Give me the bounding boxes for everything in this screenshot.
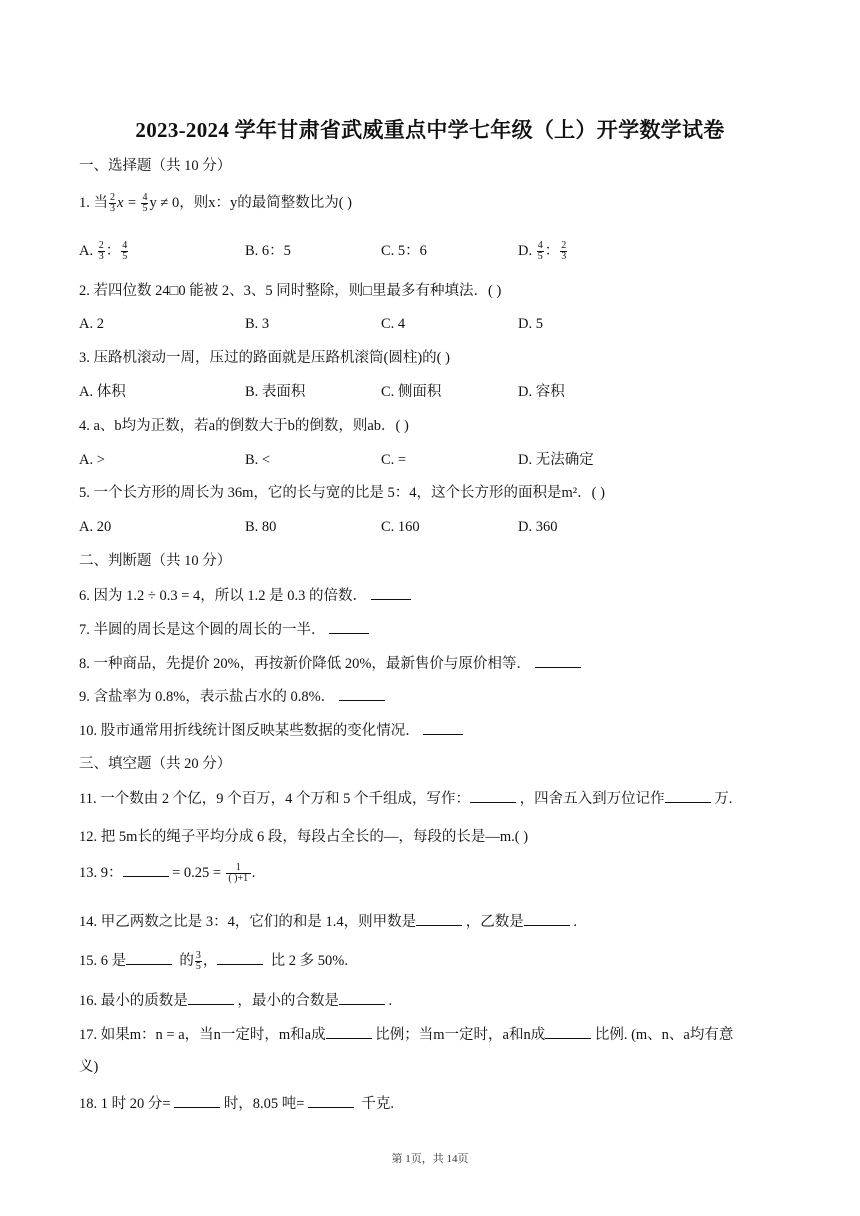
question-16: 16. 最小的质数是 ，最小的合数是 . — [79, 990, 392, 1011]
q5-option-a: A. 20 — [79, 519, 112, 535]
question-9: 9. 含盐率为 0.8%，表示盐占水的 0.8%． — [79, 686, 385, 707]
answer-blank[interactable] — [308, 1093, 354, 1108]
exam-title: 2023-2024 学年甘肃省武威重点中学七年级（上）开学数学试卷 — [135, 118, 725, 142]
q3-option-d: D. 容积 — [518, 384, 565, 400]
question-13: 13. 9： = 0.25 = $\frac{1}{( )+1}$ . — [79, 862, 256, 885]
q2-option-a: A. 2 — [79, 316, 104, 332]
q3-option-b: B. 表面积 — [245, 384, 306, 400]
question-14: 14. 甲乙两数之比是 3：4，它们的和是 1.4，则甲数是 ，乙数是 . — [79, 911, 577, 932]
answer-blank[interactable] — [371, 585, 411, 600]
question-11: 11. 一个数由 2 个亿，9 个百万，4 个万和 5 个千组成，写作： ，四舍五入到万位记作 万. — [79, 788, 732, 809]
fraction: $\frac{3}{5}$ — [195, 950, 201, 973]
q1-option-d: D. $\frac{4}{5}$ ： $\frac{2}{3}$ — [518, 240, 567, 263]
q1-option-a: A. $\frac{2}{3}$ ： $\frac{4}{5}$ — [79, 240, 128, 263]
page-footer: 第 1页，共 14页 — [391, 1153, 469, 1165]
question-3: 3. 压路机滚动一周，压过的路面就是压路机滚筒(圆柱)的( ) — [79, 350, 450, 366]
q4-option-c: C. = — [381, 452, 407, 468]
q5-option-d: D. 360 — [518, 519, 558, 535]
q2-option-b: B. 3 — [245, 316, 270, 332]
answer-blank[interactable] — [423, 720, 463, 735]
section-heading-choice: 一、选择题（共 10 分） — [79, 158, 232, 174]
answer-blank[interactable] — [339, 686, 385, 701]
answer-blank[interactable] — [470, 788, 516, 803]
question-4: 4. a、b均为正数，若a的倒数大于b的倒数，则ab．( ) — [79, 418, 409, 434]
question-1: 1. 当 $\frac{2}{3}$ x = $\frac{4}{5}$ y ≠ 0，则x：y的最简整数比为( ) — [79, 192, 352, 215]
question-17-continued: 义) — [79, 1059, 99, 1075]
question-8: 8. 一种商品，先提价 20%，再按新价降低 20%，最新售价与原价相等． — [79, 653, 581, 674]
answer-blank[interactable] — [416, 911, 462, 926]
q2-option-d: D. 5 — [518, 316, 543, 332]
question-12: 12. 把 5m长的绳子平均分成 6 段，每段占全长的—，每段的长是—m.( ) — [79, 829, 529, 845]
answer-blank[interactable] — [665, 788, 711, 803]
fraction: $\frac{1}{( )+1}$ — [226, 863, 251, 884]
q4-option-a: A. > — [79, 452, 105, 468]
question-10: 10. 股市通常用折线统计图反映某些数据的变化情况． — [79, 720, 463, 741]
question-6: 6. 因为 1.2 ÷ 0.3 = 4，所以 1.2 是 0.3 的倍数． — [79, 585, 411, 606]
answer-blank[interactable] — [217, 950, 263, 965]
q5-option-c: C. 160 — [381, 519, 420, 535]
q1-option-b: B. 6：5 — [245, 243, 291, 259]
answer-blank[interactable] — [174, 1093, 220, 1108]
q4-option-b: B. < — [245, 452, 271, 468]
q4-option-d: D. 无法确定 — [518, 452, 594, 468]
q5-option-b: B. 80 — [245, 519, 277, 535]
answer-blank[interactable] — [123, 862, 169, 877]
question-5: 5. 一个长方形的周长为 36m，它的长与宽的比是 5：4，这个长方形的面积是m²．( ) — [79, 485, 605, 501]
question-17: 17. 如果m：n = a，当n一定时，m和a成 比例；当m一定时，a和n成 比例. (m、n、a均有意 — [79, 1024, 733, 1045]
section-heading-judge: 二、判断题（共 10 分） — [79, 553, 232, 569]
answer-blank[interactable] — [126, 950, 172, 965]
answer-blank[interactable] — [326, 1024, 372, 1039]
question-15: 15. 6 是 的 $\frac{3}{5}$ ， 比 2 多 50%. — [79, 950, 348, 973]
q3-option-c: C. 侧面积 — [381, 384, 442, 400]
section-heading-fill: 三、填空题（共 20 分） — [79, 756, 232, 772]
question-7: 7. 半圆的周长是这个圆的周长的一半． — [79, 619, 369, 640]
answer-blank[interactable] — [524, 911, 570, 926]
q2-option-c: C. 4 — [381, 316, 406, 332]
answer-blank[interactable] — [329, 619, 369, 634]
q3-option-a: A. 体积 — [79, 384, 126, 400]
answer-blank[interactable] — [188, 990, 234, 1005]
answer-blank[interactable] — [535, 653, 581, 668]
q1-option-c: C. 5：6 — [381, 243, 427, 259]
question-2: 2. 若四位数 24□0 能被 2、3、5 同时整除，则□里最多有种填法．( ) — [79, 283, 502, 299]
fraction: $\frac{4}{5}$ — [142, 192, 148, 215]
question-18: 18. 1 时 20 分= 时，8.05 吨= 千克. — [79, 1093, 394, 1114]
answer-blank[interactable] — [339, 990, 385, 1005]
fraction: $\frac{2}{3}$ — [110, 192, 115, 215]
answer-blank[interactable] — [545, 1024, 591, 1039]
